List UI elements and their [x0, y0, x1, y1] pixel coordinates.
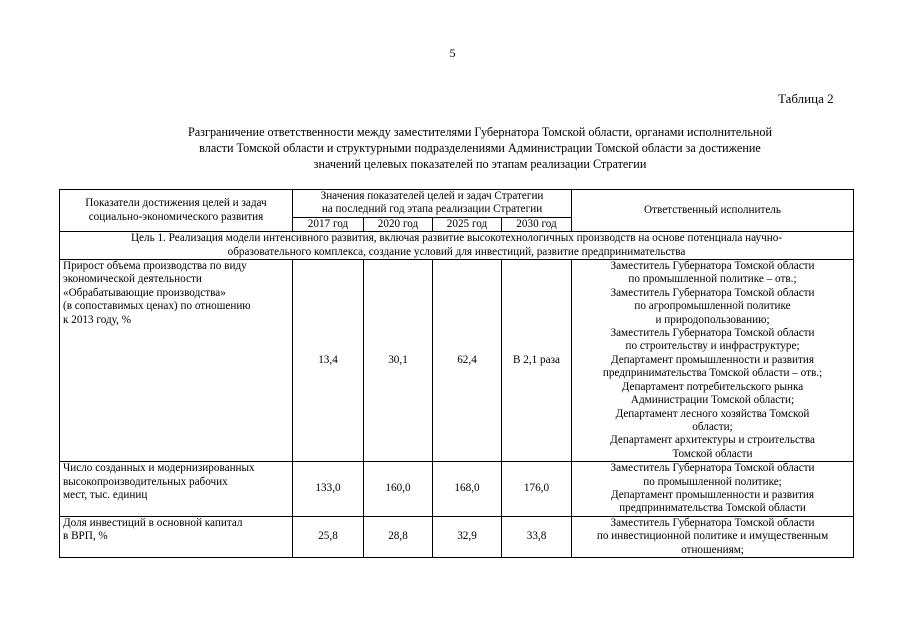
responsible-line: предпринимательства Томской области – отв.; [602, 367, 823, 380]
indicator-cell [60, 462, 293, 517]
header-indicators-line: Показатели достижения целей и задач [85, 197, 267, 210]
indicator-line: «Обрабатывающие производства» [63, 286, 226, 299]
responsible-line: области; [692, 420, 733, 433]
header-values-line: Значения показателей целей и задач Стратегии [320, 190, 544, 202]
responsible-line: Заместитель Губернатора Томской области [610, 327, 815, 340]
indicator-line: (в сопоставимых ценах) по отношению [63, 300, 251, 313]
goal-line: Цель 1. Реализация модели интенсивного развития, включая развитие высокотехнологичных производств на основе потенциала научно- [130, 232, 783, 245]
responsible-line: отношениям; [681, 543, 744, 556]
indicator-cell [60, 260, 293, 462]
goal-line: образовательного комплекса, создание условий для инвестиций, развитие предпринимательства [227, 245, 686, 258]
header-year-2030: 2030 год [502, 217, 572, 231]
value-2025: 168,0 [433, 462, 502, 517]
value-2017: 25,8 [293, 516, 364, 557]
header-year-2025: 2025 год [433, 217, 502, 231]
responsible-line: Департамент промышленности и развития [610, 353, 815, 366]
header-row [60, 190, 854, 218]
indicator-line: к 2013 году, % [63, 313, 132, 326]
indicator-cell [60, 516, 293, 557]
responsible-line: Заместитель Губернатора Томской области [610, 516, 815, 529]
responsible-line: по промышленной политике – отв.; [628, 273, 797, 286]
responsible-cell [572, 462, 854, 517]
value-2020: 28,8 [364, 516, 433, 557]
indicator-line: Прирост объема производства по виду [63, 260, 247, 273]
responsible-line: Заместитель Губернатора Томской области [610, 260, 815, 273]
header-year-2017: 2017 год [293, 217, 364, 231]
value-2017: 133,0 [293, 462, 364, 517]
indicator-line: высокопроизводительных рабочих [63, 475, 228, 488]
header-responsible: Ответственный исполнитель [572, 190, 854, 232]
goal-cell [60, 232, 854, 260]
indicator-line: Число созданных и модернизированных [63, 462, 255, 475]
value-2030: В 2,1 раза [502, 260, 572, 462]
indicator-line: экономической деятельности [63, 273, 202, 286]
page-number: 5 [449, 46, 456, 60]
document-title [80, 124, 880, 172]
table-row [60, 260, 854, 462]
value-2017: 13,4 [293, 260, 364, 462]
value-2025: 32,9 [433, 516, 502, 557]
header-indicators [60, 190, 293, 232]
value-2025: 62,4 [433, 260, 502, 462]
responsible-line: Департамент лесного хозяйства Томской [615, 407, 810, 420]
table-row [60, 462, 854, 517]
responsible-line: Томской области [672, 447, 753, 460]
goal-row [60, 232, 854, 260]
header-indicators-line: социально-экономического развития [88, 210, 264, 223]
value-2030: 176,0 [502, 462, 572, 517]
responsible-line: Департамент архитектуры и строительства [610, 434, 815, 447]
responsible-line: предпринимательства Томской области [619, 502, 806, 515]
indicator-line: мест, тыс. единиц [63, 488, 148, 501]
title-line: значений целевых показателей по этапам реализации Стратегии [313, 157, 647, 171]
indicator-line: Доля инвестиций в основной капитал [63, 516, 243, 529]
responsible-line: Заместитель Губернатора Томской области [610, 286, 815, 299]
value-2030: 33,8 [502, 516, 572, 557]
table-row [60, 516, 854, 557]
responsible-line: по инвестиционной политике и имущественным [596, 530, 829, 543]
value-2020: 160,0 [364, 462, 433, 517]
header-values-line: на последний год этапа реализации Стратегии [321, 203, 543, 216]
header-year-2020: 2020 год [364, 217, 433, 231]
responsible-line: по строительству и инфраструктуре; [625, 340, 800, 353]
title-line: власти Томской области и структурными подразделениями Администрации Томской области за достижение [199, 141, 761, 155]
responsibility-table [59, 189, 854, 558]
table-label: Таблица 2 [778, 91, 834, 106]
responsible-line: Заместитель Губернатора Томской области [610, 462, 815, 475]
responsible-line: Департамент промышленности и развития [610, 488, 815, 501]
header-values [293, 190, 572, 218]
responsible-cell [572, 260, 854, 462]
responsible-line: по промышленной политике; [643, 475, 782, 488]
responsible-line: Администрации Томской области; [630, 394, 795, 407]
responsible-line: и природопользованию; [655, 313, 770, 326]
indicator-line: в ВРП, % [63, 530, 108, 543]
responsible-cell [572, 516, 854, 557]
responsible-line: Департамент потребительского рынка [621, 380, 804, 393]
value-2020: 30,1 [364, 260, 433, 462]
responsible-line: по агропромышленной политике [634, 300, 791, 313]
title-line: Разграничение ответственности между заместителями Губернатора Томской области, органами исполнительной [187, 125, 773, 139]
